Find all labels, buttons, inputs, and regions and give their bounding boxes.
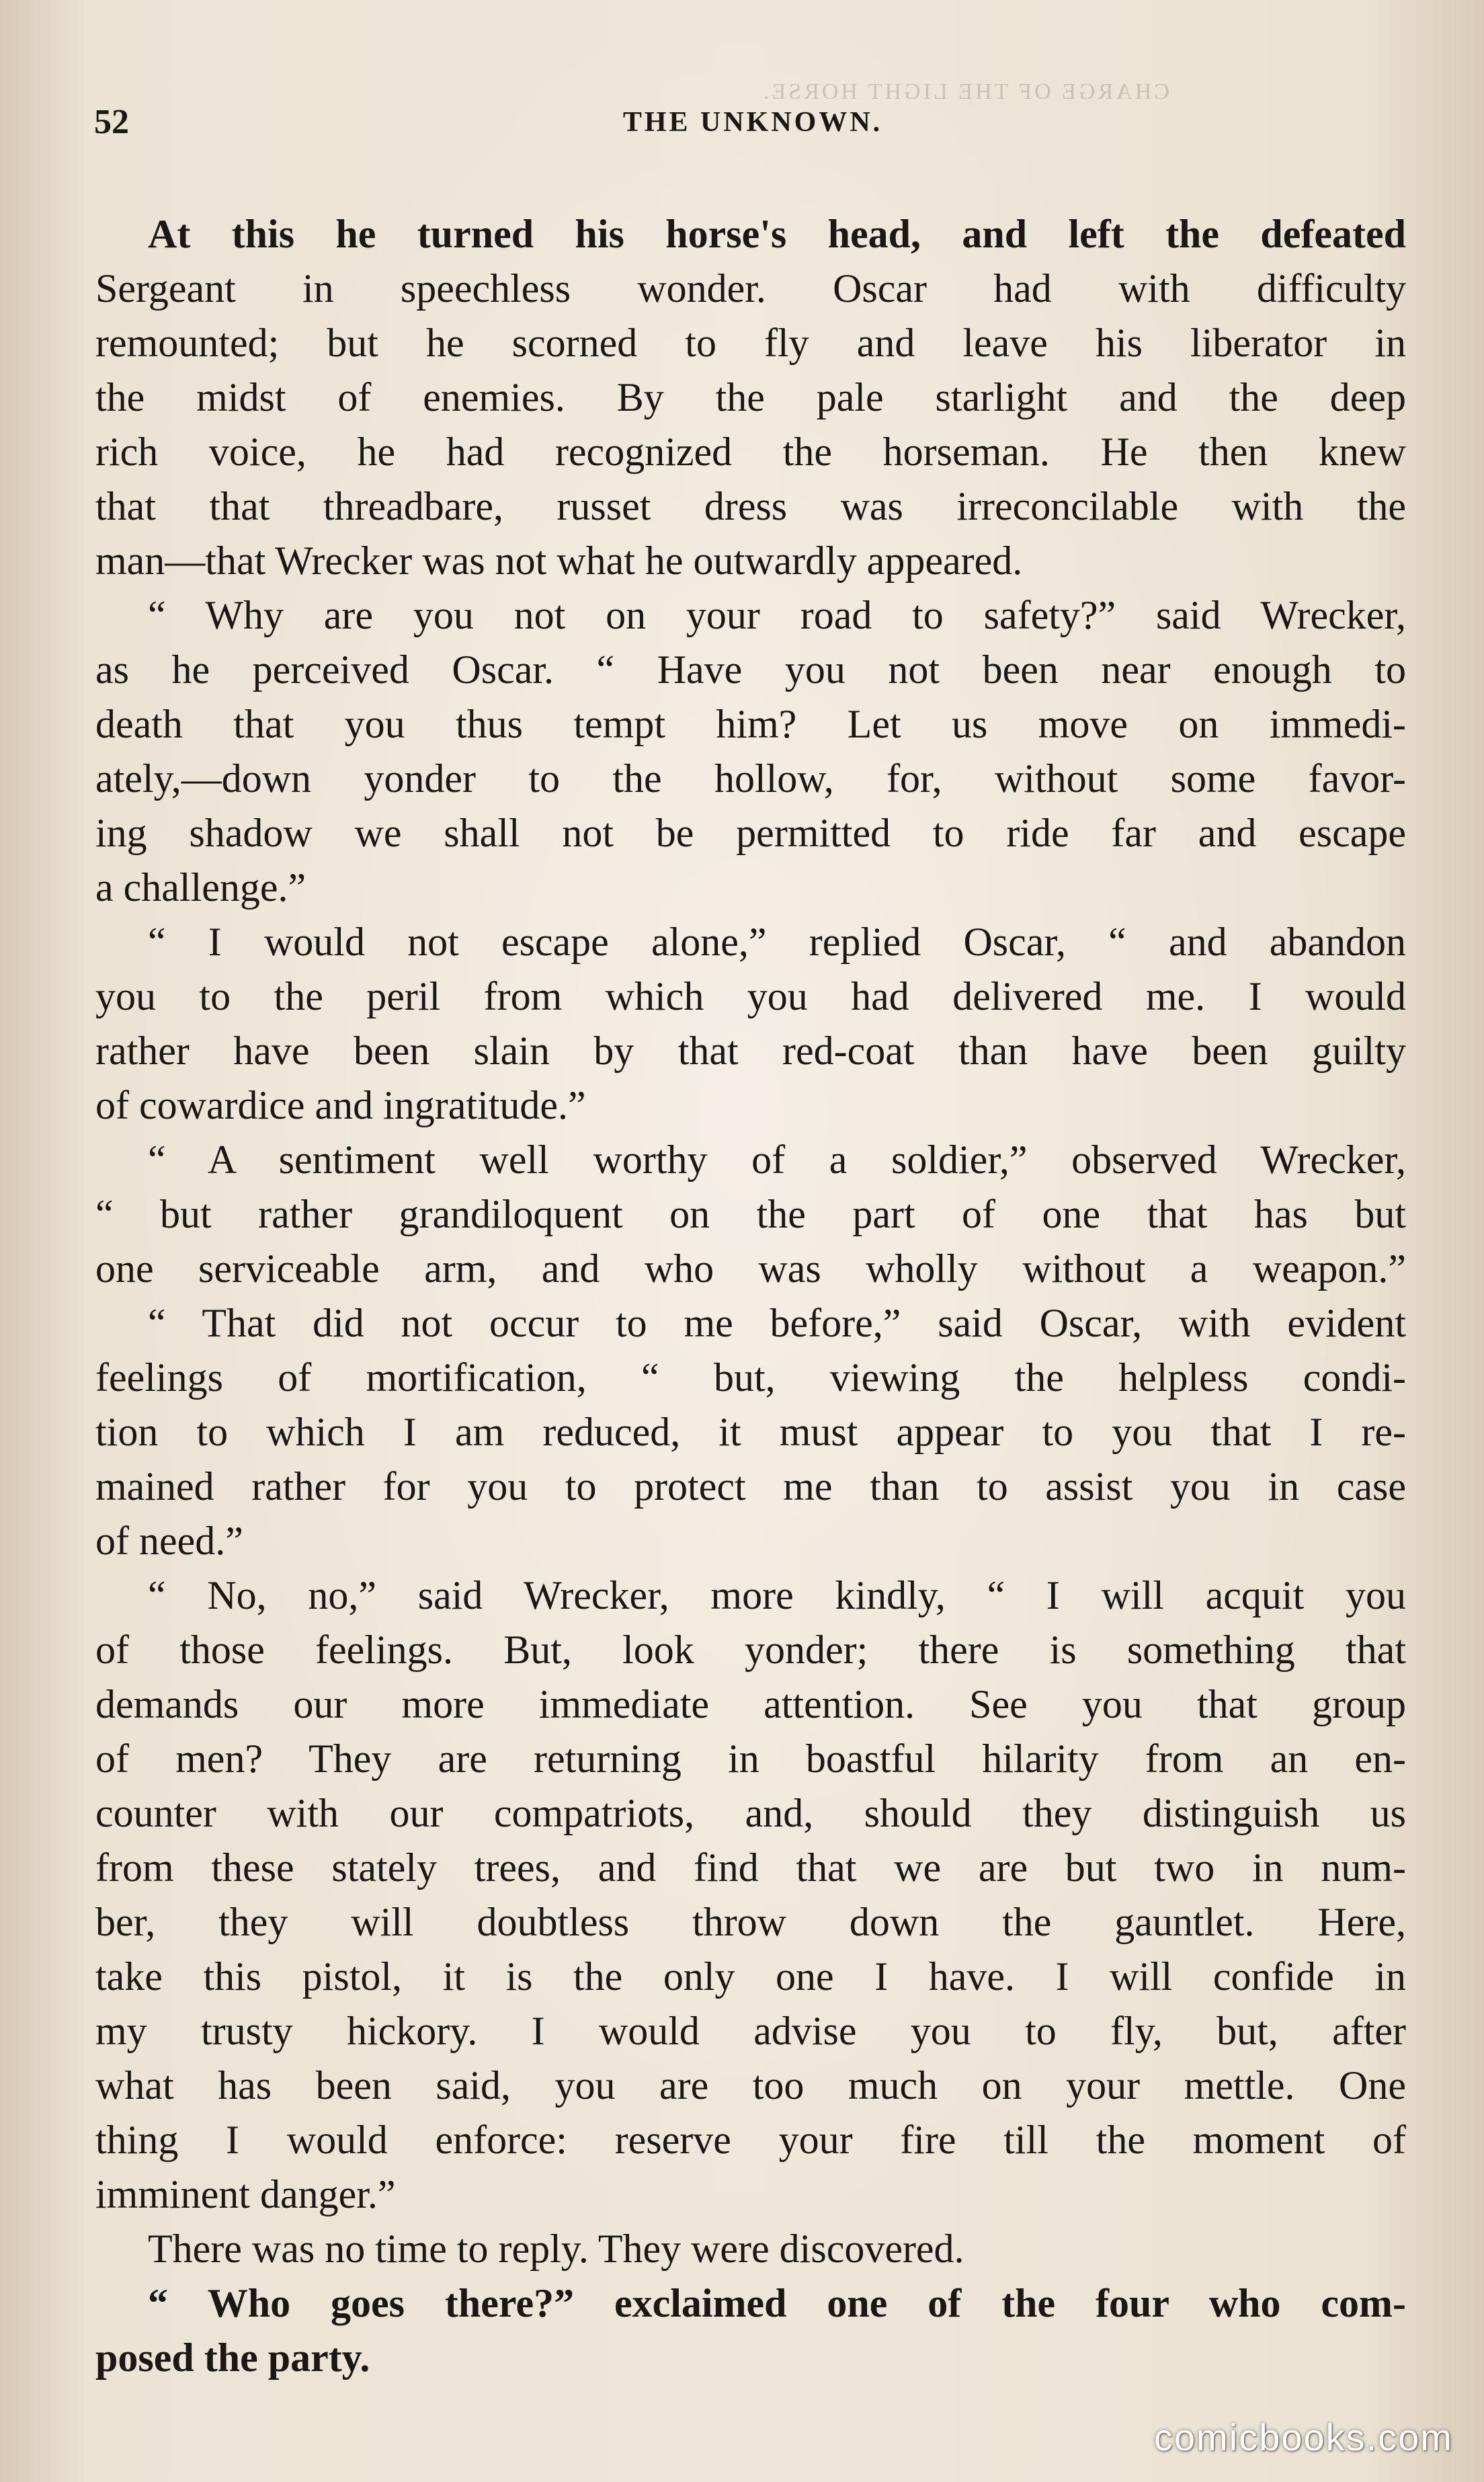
text-line: ing shadow we shall not be permitted to ride far and escape [95, 811, 1406, 855]
text-line: mained rather for you to protect me than to assist you in case [95, 1464, 1406, 1509]
text-line: “ No, no,” said Wrecker, more kindly, “ I will acquit you [148, 1573, 1406, 1617]
watermark: comicbooks.com [1153, 2416, 1453, 2458]
text-line: of need.” [95, 1519, 243, 1563]
text-line: rich voice, he had recognized the horseman. He then knew [95, 430, 1406, 474]
text-line: “ I would not escape alone,” replied Oscar, “ and abandon [148, 920, 1406, 964]
text-line: one serviceable arm, and who was wholly without a weapon.” [95, 1246, 1406, 1291]
text-line: from these stately trees, and find that we are but two in num- [95, 1845, 1406, 1890]
text-line: “ Who goes there?” exclaimed one of the four who com- [148, 2281, 1406, 2325]
text-line: demands our more immediate attention. See you that group [95, 1682, 1406, 1726]
text-line: ber, they will doubtless throw down the gauntlet. Here, [95, 1900, 1406, 1944]
page-header [94, 102, 1411, 143]
text-line: a challenge.” [95, 865, 306, 910]
text-line: Sergeant in speechless wonder. Oscar had with difficulty [95, 266, 1406, 311]
text-line: of those feelings. But, look yonder; there is something that [95, 1628, 1406, 1672]
text-line: There was no time to reply. They were discovered. [148, 2227, 964, 2271]
text-line: of men? They are returning in boastful hilarity from an en- [95, 1736, 1406, 1781]
text-line: my trusty hickory. I would advise you to fly, but, after [95, 2009, 1406, 2053]
running-title: THE UNKNOWN. [622, 107, 883, 138]
text-line: “ Why are you not on your road to safety?” said Wrecker, [148, 593, 1406, 637]
text-line: you to the peril from which you had delivered me. I would [95, 974, 1406, 1018]
text-line: what has been said, you are too much on your mettle. One [95, 2063, 1406, 2108]
text-line: posed the party. [95, 2335, 370, 2380]
page-number: 52 [94, 103, 129, 141]
text-line: rather have been slain by that red-coat than have been guilty [95, 1029, 1406, 1073]
text-line: “ That did not occur to me before,” said Oscar, with evident [148, 1301, 1406, 1345]
text-line: as he perceived Oscar. “ Have you not been near enough to [95, 647, 1406, 692]
bleed-through-text: CHARGE OF THE LIGHT HORSE. [760, 79, 1169, 104]
text-line: that that threadbare, russet dress was irreconcilable with the [95, 484, 1406, 528]
text-line: ately,—down yonder to the hollow, for, without some favor- [95, 756, 1406, 801]
text-line: “ but rather grandiloquent on the part of one that has but [95, 1192, 1406, 1236]
text-line: take this pistol, it is the only one I have. I will confide in [95, 1954, 1406, 1999]
text-line: man—that Wrecker was not what he outwardly appeared. [95, 538, 1023, 583]
text-line: the midst of enemies. By the pale starlight and the deep [95, 375, 1406, 419]
text-line: imminent danger.” [95, 2172, 396, 2216]
text-line: counter with our compatriots, and, should they distinguish us [95, 1791, 1406, 1835]
text-line: of cowardice and ingratitude.” [95, 1083, 586, 1127]
text-line: remounted; but he scorned to fly and leave his liberator in [95, 321, 1406, 365]
text-line: At this he turned his horse's head, and left the defeated [148, 212, 1406, 256]
text-line: feelings of mortification, “ but, viewing the helpless condi- [95, 1355, 1406, 1400]
text-line: tion to which I am reduced, it must appear to you that I re- [95, 1410, 1406, 1454]
body-text [95, 207, 1406, 2385]
text-line: “ A sentiment well worthy of a soldier,” observed Wrecker, [148, 1137, 1406, 1182]
text-line: thing I would enforce: reserve your fire till the moment of [95, 2118, 1406, 2162]
text-line: death that you thus tempt him? Let us move on immedi- [95, 702, 1406, 746]
